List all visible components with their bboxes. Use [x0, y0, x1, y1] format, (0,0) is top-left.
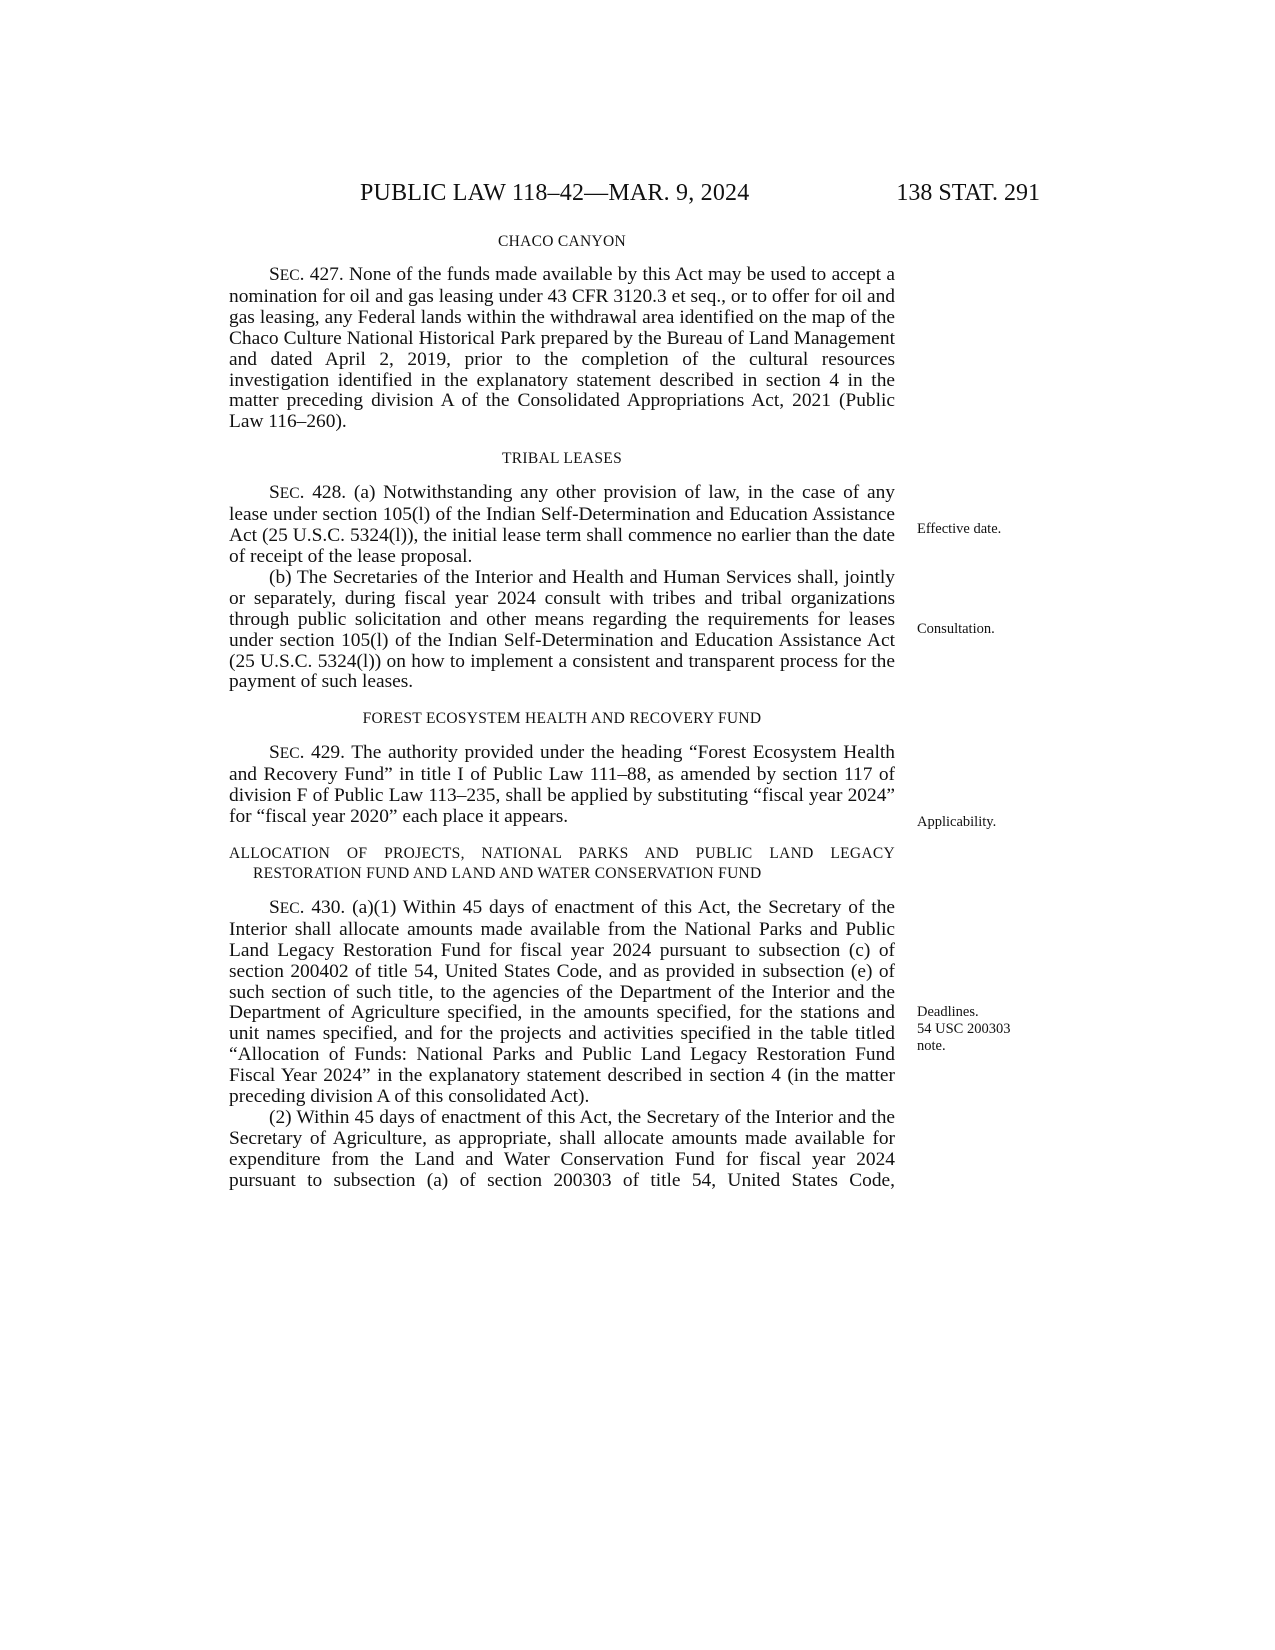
section-430a1-body: . 430. (a)(1) Within 45 days of enactment of this Act, the Secretary of the Interior shall allocate amounts made available from the National Parks and Public Land Legacy Restoration Fund for fiscal year 2024 pursuant to subsection (c) of section 200402 of title 54, United States Code, and as provided in subsection (e) of such section of such title, to the agencies of the Department of the Interior and the Department of Agriculture specified, in the amounts specified, for the stations and unit names specified, and for the projects and activities specified in the table titled “Allocation of Funds: National Parks and Public Land Legacy Restoration Fund Fiscal Year 2024” in the explanatory statement described in section 4 (in the matter preceding division A of this consolidated Act). — [229, 896, 895, 1108]
section-429-body: . 429. The authority provided under the heading “Forest Ecosystem Health and Recovery Fund” in title I of Public Law 111–88, as amended by section 117 of division F of Public Law 113–235, shall be applied by substituting “fiscal year 2024” for “fiscal year 2020” each place it appears. — [229, 742, 895, 828]
sec-label-smallcaps: EC — [279, 267, 300, 284]
sec-label-smallcaps: EC — [279, 485, 300, 503]
sec-label-s: S — [269, 264, 280, 285]
section-430a1-text — [229, 898, 895, 1108]
section-429-text — [229, 743, 895, 828]
margin-note-usc-note: note. — [917, 1038, 946, 1054]
section-428b-text: (b) The Secretaries of the Interior and Health and Human Services shall, jointly or separately, during fiscal year 2024 consult with tribes and tribal organizations through public solicitation and other means regarding the requirements for leases under section 105(l) of the Indian Self-Determination and Education Assistance Act (25 U.S.C. 5324(l)) on how to implement a consistent and transparent process for the payment of such leases. — [229, 566, 895, 693]
statute-page-number: 138 STAT. 291 — [896, 180, 1040, 206]
section-heading-forest-fund: FOREST ECOSYSTEM HEALTH AND RECOVERY FUND — [362, 710, 762, 728]
section-428a-body: . 428. (a) Notwithstanding any other provision of law, in the case of any lease under section 105(l) of the Indian Self-Determination and Education Assistance Act (25 U.S.C. 5324(l)), the initial lease term shall commence no earlier than the date of receipt of the lease proposal. — [229, 482, 895, 567]
statute-body — [229, 233, 895, 1192]
sec-label-s: S — [269, 742, 280, 764]
section-428a-text — [229, 483, 895, 568]
sec-label-smallcaps: EC — [279, 899, 300, 917]
margin-note-deadlines — [917, 1004, 1010, 1055]
section-427-body: . 427. None of the funds made available by this Act may be used to accept a nomination for oil and gas leasing under 43 CFR 3120.3 et seq., or to offer for oil and gas leasing, any Federal lands within the withdrawal area identified on the map of the Chaco Culture National Historical Park prepared by the Bureau of Land Management and dated April 2, 2019, prior to the completion of the cultural resources investigation identified in the explanatory statement described in section 4 in the matter preceding division A of the Consolidated Appropriations Act, 2021 (Public Law 116–260). — [229, 264, 895, 433]
margin-note-usc-ref: 54 USC 200303 — [917, 1021, 1011, 1037]
margin-note-effective-date: Effective date. — [917, 521, 1002, 537]
margin-note-applicability: Applicability. — [917, 814, 997, 830]
running-header — [230, 180, 1040, 220]
section-430a2-text: (2) Within 45 days of enactment of this Act, the Secretary of the Interior and the Secretary of Agriculture, as appropriate, shall allocate amounts made available for expenditure from the Land and Water Conservation Fund for fiscal year 2024 pursuant to subsection (a) of section 200303 of title 54, United States Code, — [229, 1107, 895, 1191]
margin-note-consultation: Consultation. — [917, 621, 995, 637]
section-heading-tribal-leases: TRIBAL LEASES — [501, 450, 622, 468]
public-law-citation: PUBLIC LAW 118–42—MAR. 9, 2024 — [360, 180, 750, 206]
section-heading-allocation: ALLOCATION OF PROJECTS, NATIONAL PARKS AND PUBLIC LAND LEGACY RESTORATION FUND AND LAND AND WATER CONSERVATION FUND — [229, 844, 895, 882]
sec-label-s: S — [269, 896, 280, 918]
sec-label-s: S — [269, 482, 280, 504]
margin-note-deadlines-label: Deadlines. — [917, 1004, 979, 1020]
section-heading-chaco-canyon: CHACO CANYON — [497, 233, 627, 250]
section-427-text — [229, 265, 895, 433]
sec-label-smallcaps: EC — [279, 745, 300, 763]
